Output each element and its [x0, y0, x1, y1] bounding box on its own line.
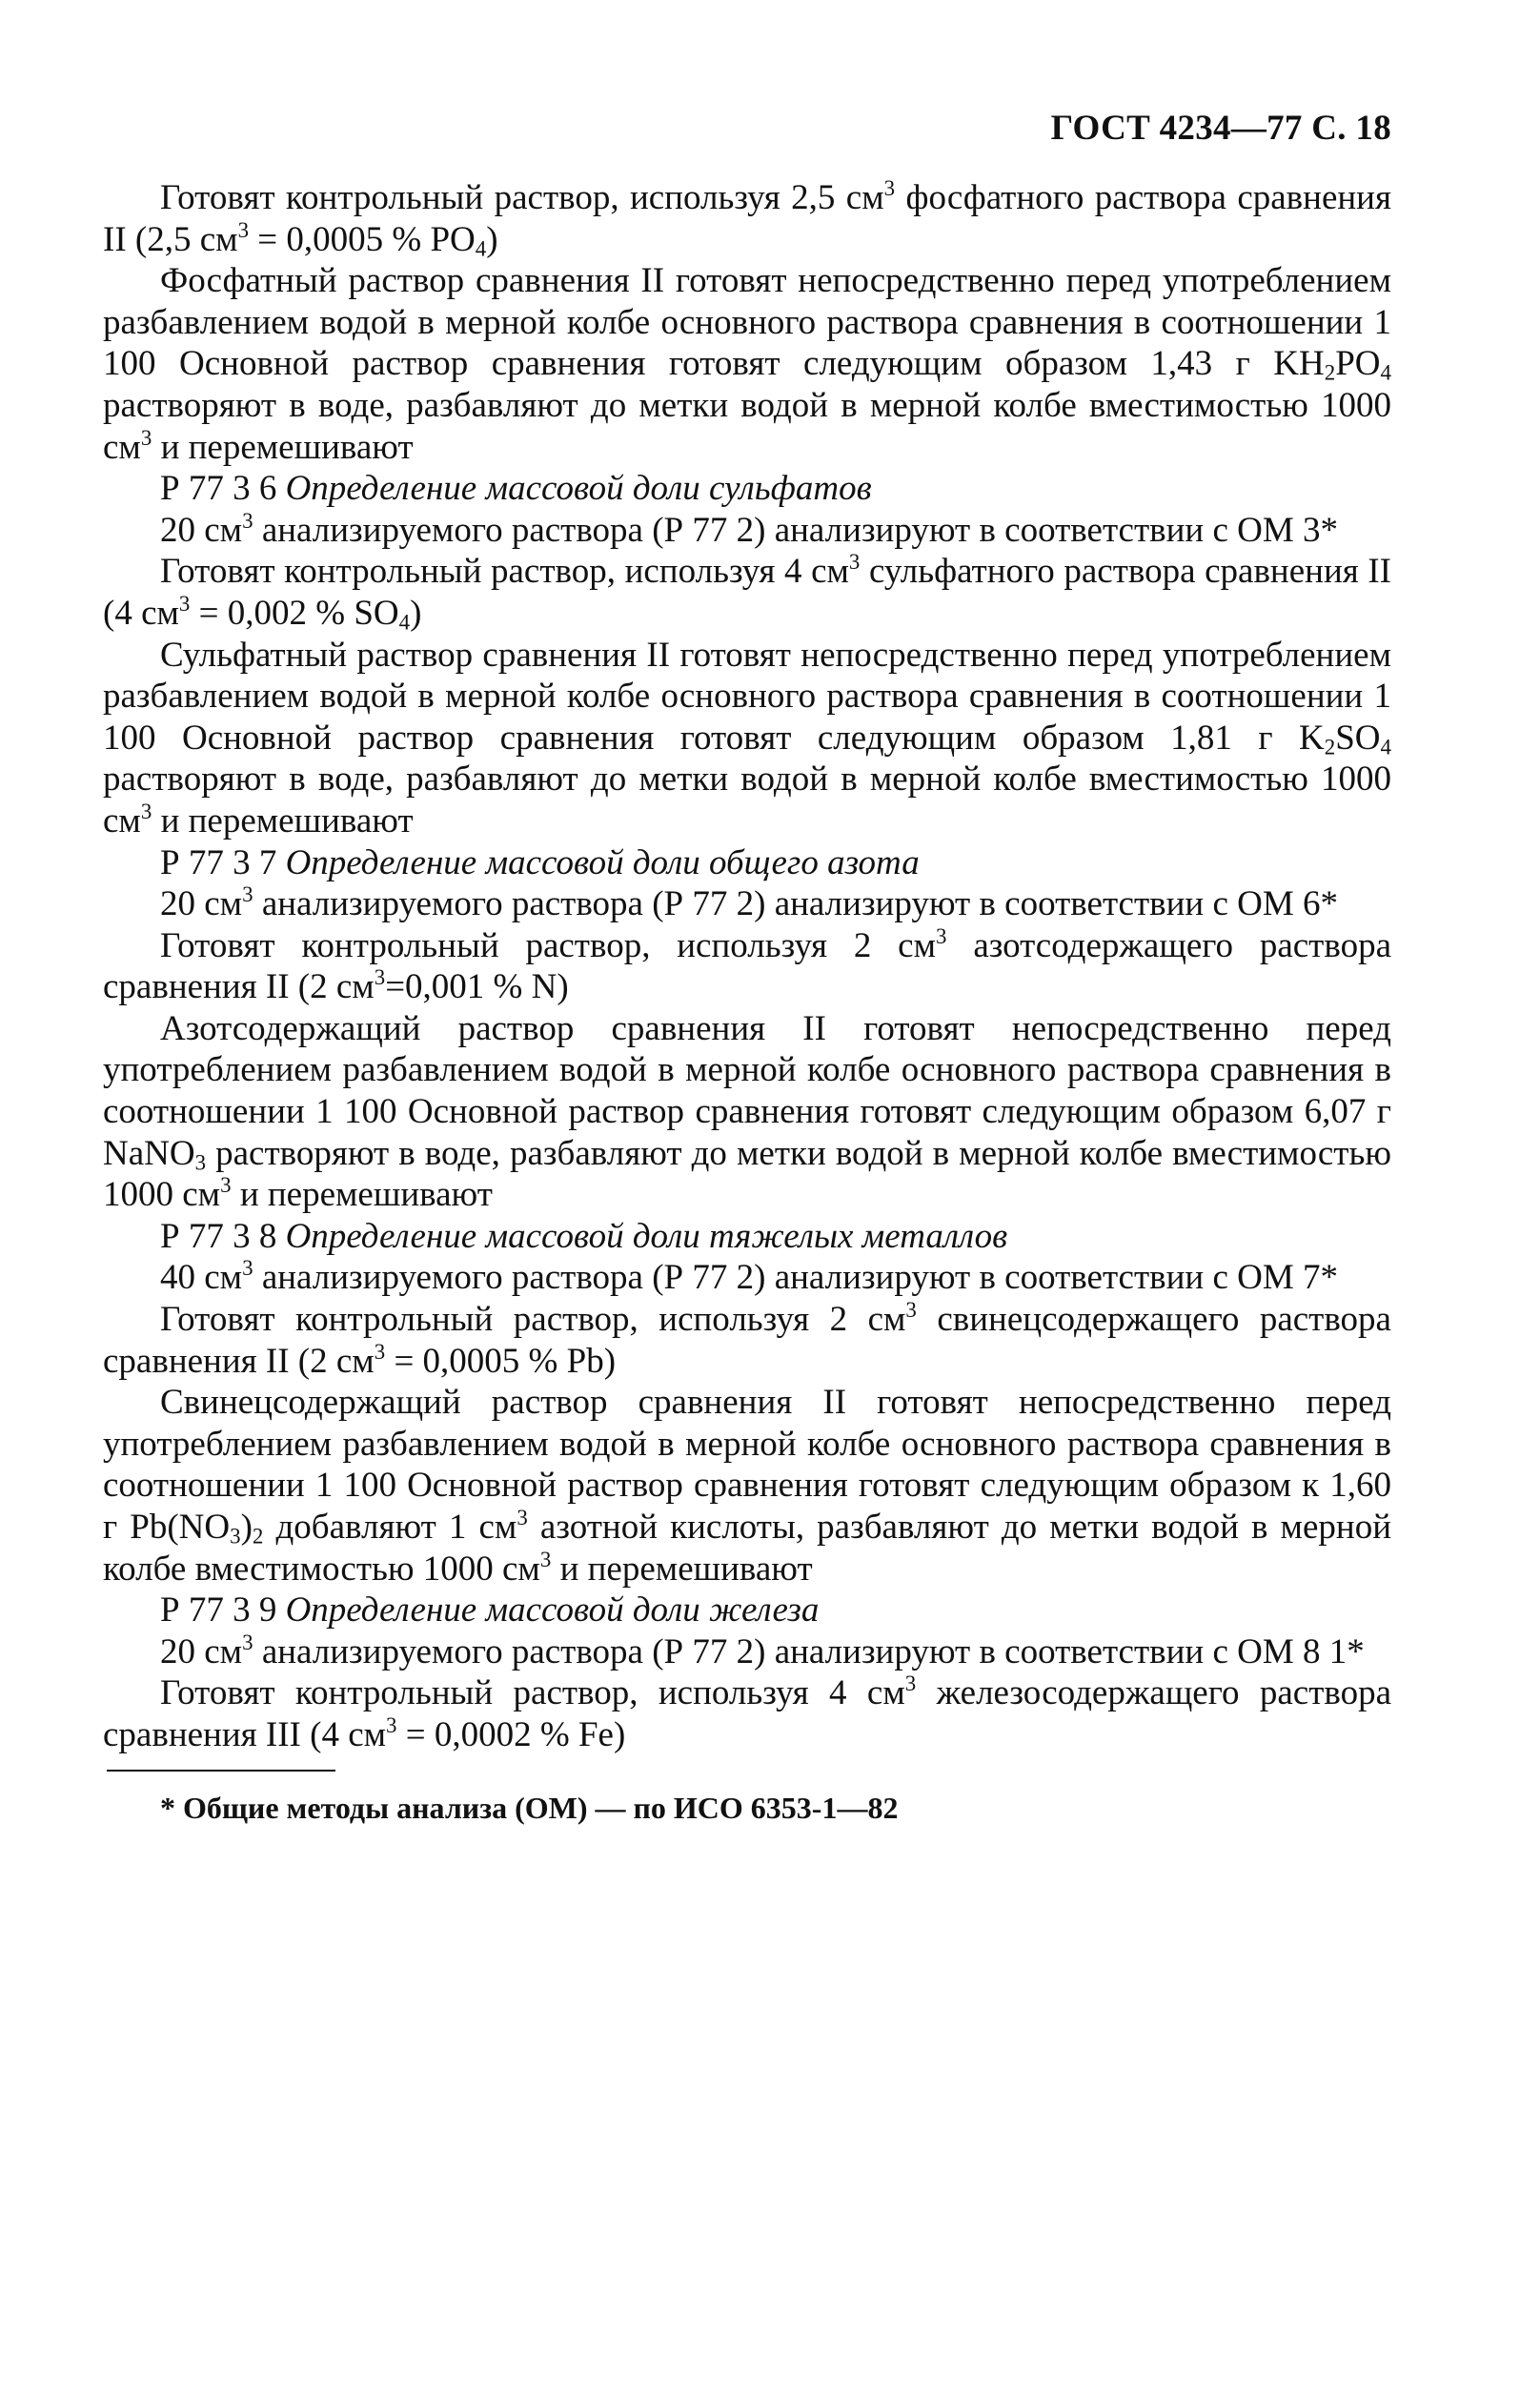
- text-run: и перемешивают: [551, 1549, 813, 1589]
- superscript: 3: [904, 1671, 917, 1696]
- text-run: ): [410, 593, 422, 633]
- text-run: сульфатного раствора сравнения II (4 см: [103, 552, 1391, 633]
- text-run: Готовят контрольный раствор, используя 4 см: [160, 1673, 905, 1713]
- subscript: 2: [1324, 735, 1336, 760]
- document-page: [103, 105, 1391, 1829]
- text-run: азотной кислоты, разбавляют до метки водой в мерной колбе вместимостью 1000 см: [103, 1508, 1391, 1589]
- text-run: 20 см: [160, 884, 243, 924]
- section-heading: [103, 842, 1391, 884]
- subscript: 4: [475, 236, 487, 261]
- text-run: анализируемого раствора (Р 77 2) анализируют в соответствии с ОМ 3*: [253, 510, 1339, 550]
- superscript: 3: [140, 799, 152, 823]
- document-body: [103, 177, 1391, 1756]
- paragraph: [103, 925, 1391, 1008]
- section-title: Определение массовой доли тяжелых металлов: [285, 1216, 1008, 1256]
- paragraph: [103, 635, 1391, 842]
- text-run: = 0,0005 % Pb): [385, 1341, 617, 1381]
- superscript: 3: [140, 425, 152, 450]
- paragraph: [103, 1382, 1391, 1590]
- subscript: 2: [252, 1524, 264, 1549]
- section-heading: [103, 468, 1391, 510]
- text-run: свинецсодержащего раствора сравнения II (2 см: [103, 1300, 1391, 1381]
- text-run: = 0,0005 % PO: [249, 219, 476, 259]
- text-run: SO: [1335, 718, 1381, 758]
- text-run: Сульфатный раствор сравнения II готовят непосредственно перед употреблением разбавлением водой в мерной колбе основного раствора сравнения в соотношении 1 100 Основной раствор сравнения готовят следующим образом 1,81 г K: [103, 635, 1391, 758]
- text-run: ): [486, 219, 498, 259]
- paragraph: [103, 1257, 1391, 1299]
- paragraph: [103, 551, 1391, 634]
- section-title: Определение массовой доли сульфатов: [285, 469, 872, 509]
- subscript: 4: [1380, 735, 1391, 760]
- superscript: 3: [848, 550, 861, 575]
- superscript: 3: [374, 1339, 386, 1364]
- page-header: ГОСТ 4234—77 С. 18: [1050, 109, 1391, 148]
- text-run: анализируемого раствора (Р 77 2) анализируют в соответствии с ОМ 8 1*: [253, 1631, 1365, 1671]
- paragraph: [103, 1631, 1391, 1673]
- paragraph: [103, 177, 1391, 260]
- text-run: анализируемого раствора (Р 77 2) анализируют в соответствии с ОМ 7*: [253, 1258, 1339, 1298]
- text-run: фосфатного раствора сравнения II (2,5 см: [103, 178, 1391, 259]
- section-title: Определение массовой доли железа: [285, 1590, 820, 1630]
- text-run: растворяют в воде, разбавляют до метки водой в мерной колбе вместимостью 1000 см: [103, 1133, 1391, 1215]
- text-run: и перемешивают: [231, 1175, 493, 1215]
- section-heading: [103, 1590, 1391, 1631]
- paragraph: [103, 1672, 1391, 1755]
- paragraph: [103, 1299, 1391, 1382]
- paragraph: [103, 883, 1391, 925]
- paragraph: [103, 510, 1391, 552]
- subscript: 3: [194, 1150, 207, 1175]
- paragraph: [103, 1008, 1391, 1216]
- section-number: Р 77 3 9: [160, 1590, 286, 1630]
- section-title: Определение массовой доли общего азота: [285, 842, 920, 882]
- subscript: 4: [398, 610, 411, 635]
- superscript: 3: [539, 1547, 552, 1571]
- superscript: 3: [237, 217, 250, 242]
- text-run: и перемешивают: [152, 800, 414, 841]
- text-run: Готовят контрольный раствор, используя 2 см: [160, 925, 937, 965]
- superscript: 3: [905, 1297, 917, 1322]
- section-number: Р 77 3 7: [160, 842, 286, 882]
- superscript: 3: [936, 923, 947, 948]
- footnote: * Общие методы анализа (ОМ) — по ИСО 6353-1—82: [160, 1790, 899, 1825]
- superscript: 3: [386, 1712, 397, 1737]
- section-number: Р 77 3 6: [160, 469, 286, 509]
- text-run: 20 см: [160, 510, 243, 550]
- text-run: азотсодержащего раствора сравнения II (2 см: [103, 925, 1391, 1007]
- text-run: и перемешивают: [152, 427, 414, 467]
- text-run: ): [240, 1508, 253, 1547]
- subscript: 4: [1380, 361, 1391, 386]
- text-run: Свинецсодержащий раствор сравнения II готовят непосредственно перед употреблением разбавлением водой в мерной колбе основного раствора сравнения в соотношении 1 100 Основной раствор сравнения готовят следующим образом к 1,60 г Pb(NO: [103, 1383, 1391, 1547]
- text-run: растворяют в воде, разбавляют до метки водой в мерной колбе вместимостью 1000 см: [103, 760, 1391, 841]
- superscript: 3: [242, 1256, 253, 1281]
- paragraph: [103, 260, 1391, 468]
- text-run: 20 см: [160, 1631, 243, 1671]
- text-run: добавляют 1 см: [263, 1508, 517, 1547]
- text-run: Готовят контрольный раствор, используя 4 см: [160, 552, 849, 592]
- text-run: Готовят контрольный раствор, используя 2 см: [160, 1300, 906, 1340]
- text-run: =0,001 % N): [385, 967, 569, 1007]
- text-run: 40 см: [160, 1258, 243, 1298]
- superscript: 3: [883, 175, 896, 200]
- text-run: = 0,0002 % Fe): [396, 1714, 626, 1754]
- section-number: Р 77 3 8: [160, 1216, 286, 1256]
- text-run: = 0,002 % SO: [190, 593, 399, 633]
- superscript: 3: [374, 965, 386, 990]
- superscript: 3: [220, 1173, 232, 1198]
- text-run: Азотсодержащий раствор сравнения II готовят непосредственно перед употреблением разбавлением водой в мерной колбе основного раствора сравнения в соотношении 1 100 Основной раствор сравнения готовят следующим образом 6,07 г NaNO: [103, 1008, 1391, 1173]
- superscript: 3: [242, 1630, 253, 1654]
- text-run: растворяют в воде, разбавляют до метки водой в мерной колбе вместимостью 1000 см: [103, 385, 1391, 467]
- superscript: 3: [242, 881, 253, 906]
- section-heading: [103, 1216, 1391, 1258]
- footnote-divider: [107, 1770, 335, 1772]
- superscript: 3: [178, 591, 191, 616]
- text-run: Готовят контрольный раствор, используя 2,5 см: [160, 178, 884, 217]
- superscript: 3: [517, 1505, 528, 1529]
- superscript: 3: [242, 508, 253, 533]
- subscript: 2: [1324, 361, 1336, 386]
- subscript: 3: [230, 1524, 241, 1549]
- text-run: Фосфатный раствор сравнения II готовят непосредственно перед употреблением разбавлением водой в мерной колбе основного раствора сравнения в соотношении 1 100 Основной раствор сравнения готовят следующим образом 1,43 г KH: [103, 261, 1391, 384]
- text-run: анализируемого раствора (Р 77 2) анализируют в соответствии с ОМ 6*: [253, 884, 1339, 924]
- text-run: железосодержащего раствора сравнения III (4 см: [103, 1673, 1391, 1754]
- text-run: PO: [1335, 344, 1381, 384]
